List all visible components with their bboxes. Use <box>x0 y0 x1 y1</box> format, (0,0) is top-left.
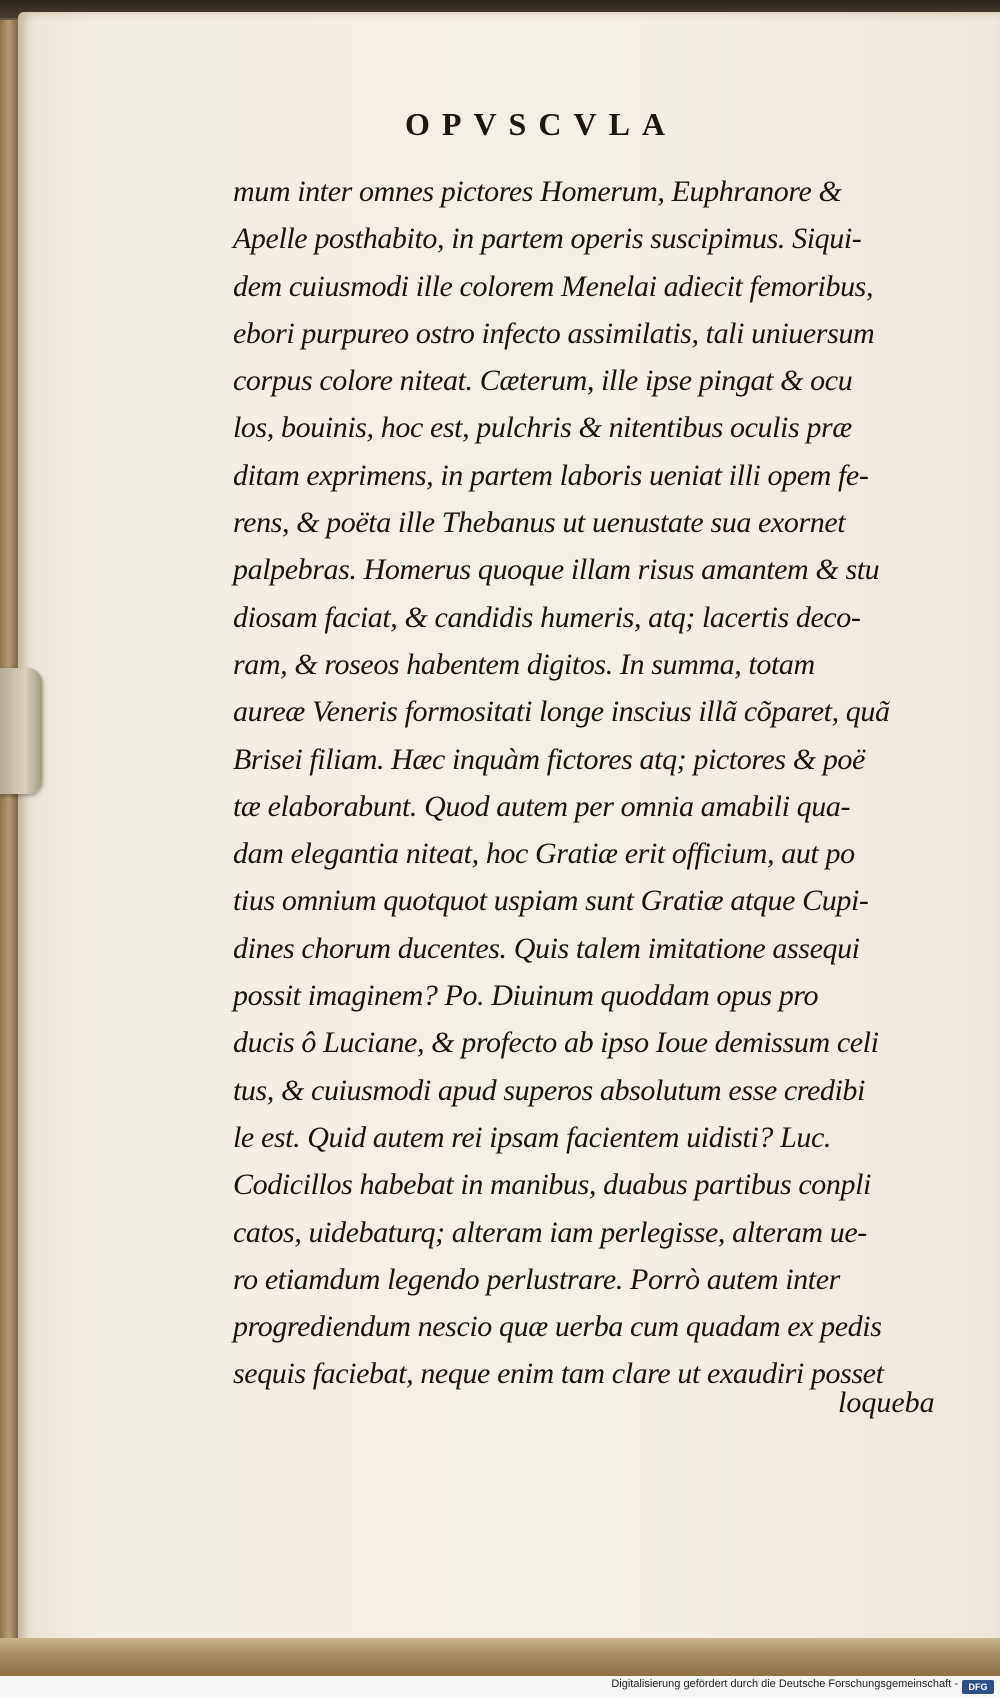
page-clasp-tab <box>0 668 42 794</box>
dfg-logo: DFG <box>962 1680 994 1694</box>
text-line: catos, uidebaturq; alteram iam perlegisse, alteram ue- <box>233 1215 867 1249</box>
text-line: ditam exprimens, in partem laboris ueniat illi opem fe- <box>233 458 869 492</box>
text-line: corpus colore niteat. Cæterum, ille ipse pingat & ocu <box>233 364 853 398</box>
text-block <box>233 168 963 1398</box>
funding-note: Digitalisierung gefördert durch die Deutsche Forschungsgemeinschaft - <box>611 1678 958 1690</box>
text-line: Codicillos habebat in manibus, duabus partibus conpli <box>233 1168 871 1202</box>
text-line: dem cuiusmodi ille colorem Menelai adiecit femoribus, <box>233 269 874 303</box>
book-spine-edge <box>0 20 18 1660</box>
text-line: tæ elaborabunt. Quod autem per omnia amabili qua- <box>233 789 851 823</box>
text-line: diosam faciat, & candidis humeris, atq; lacertis deco- <box>233 600 861 634</box>
text-line: palpebras. Homerus quoque illam risus amantem & stu <box>233 553 880 587</box>
text-line: aureæ Veneris formositati longe inscius illã cõparet, quã <box>233 695 890 729</box>
book-bottom-edge <box>0 1638 1000 1678</box>
text-line: sequis faciebat, neque enim tam clare ut exaudiri posset <box>233 1357 884 1391</box>
text-line: le est. Quid autem rei ipsam facientem uidisti? Luc. <box>233 1120 832 1154</box>
text-line: tus, & cuiusmodi apud superos absolutum esse credibi <box>233 1073 865 1107</box>
text-line: ro etiamdum legendo perlustrare. Porrò autem inter <box>233 1262 840 1296</box>
catchword: loqueba <box>838 1386 935 1419</box>
text-line: los, bouinis, hoc est, pulchris & nitentibus oculis præ <box>233 411 852 445</box>
text-line: dam elegantia niteat, hoc Gratiæ erit officium, aut po <box>233 837 855 871</box>
text-line: mum inter omnes pictores Homerum, Euphranore & <box>233 175 842 208</box>
text-line: ram, & roseos habentem digitos. In summa, totam <box>233 647 815 681</box>
text-line: ducis ô Luciane, & profecto ab ipso Ioue demissum celi <box>233 1026 879 1060</box>
text-line: dines chorum ducentes. Quis talem imitatione assequi <box>233 931 860 965</box>
text-line: Brisei filiam. Hæc inquàm fictores atq; pictores & poë <box>233 742 865 776</box>
text-line: rens, & poëta ille Thebanus ut uenustate sua exornet <box>233 506 846 540</box>
running-title: OPVSCVLA <box>405 106 678 142</box>
text-line: progrediendum nescio quæ uerba cum quadam ex pedis <box>233 1310 882 1344</box>
text-line: ebori purpureo ostro infecto assimilatis, tali uniuersum <box>233 316 875 350</box>
text-line: Apelle posthabito, in partem operis suscipimus. Siqui- <box>233 222 862 256</box>
text-line: tius omnium quotquot uspiam sunt Gratiæ atque Cupi- <box>233 884 869 918</box>
text-line: possit imaginem? Po. Diuinum quoddam opus pro <box>233 979 819 1013</box>
